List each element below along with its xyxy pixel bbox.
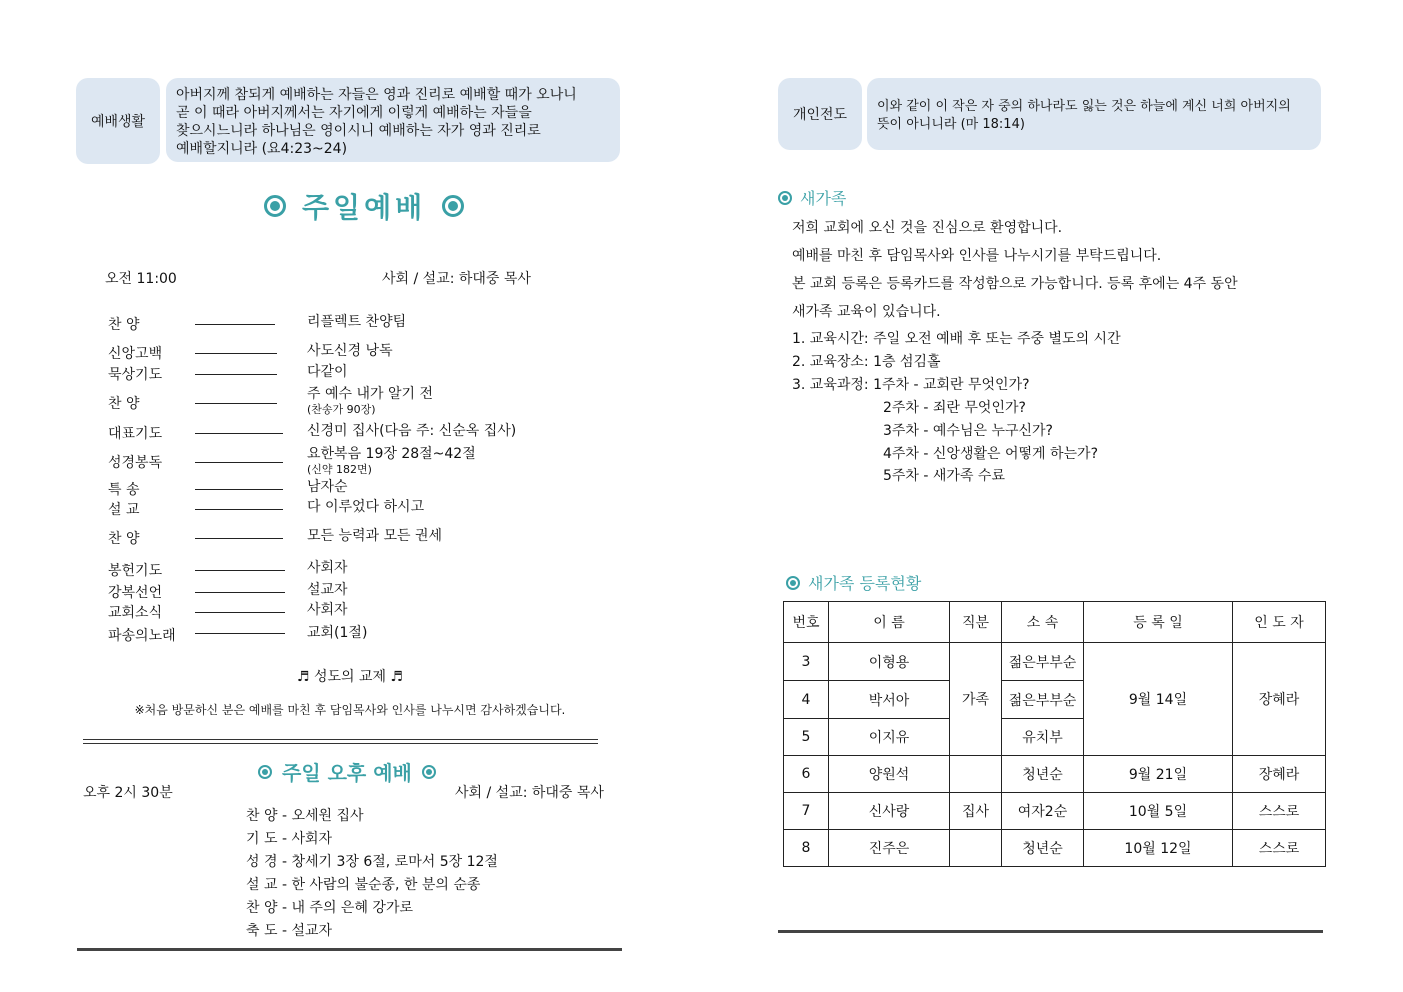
- table-cell: 신사랑: [829, 793, 950, 830]
- table-row: [784, 830, 1326, 867]
- pm-order-item: 찬 양 - 내 주의 은혜 강가로: [246, 900, 413, 916]
- order-divider: [195, 324, 275, 325]
- table-cell: 젊은부부순: [1002, 681, 1084, 719]
- order-value: 주 예수 내가 알기 전 (찬송가 90장): [307, 386, 433, 416]
- pm-order-item: 기 도 - 사회자: [246, 831, 333, 847]
- newfamily-line: 2. 교육장소: 1층 섬김홀: [792, 354, 941, 370]
- table-cell: 장혜라: [1233, 643, 1326, 756]
- order-divider: [195, 403, 277, 404]
- order-divider: [195, 374, 277, 375]
- table-cell: 9월 14일: [1084, 643, 1233, 756]
- quote-tag-left: 예배생활: [76, 78, 160, 164]
- order-divider: [195, 592, 285, 593]
- pm-service-time: 오후 2시 30분: [83, 785, 173, 801]
- service-title-text: 주일예배: [302, 191, 427, 224]
- table-cell: 가족: [950, 643, 1002, 756]
- order-divider: [195, 462, 283, 463]
- order-divider: [195, 433, 283, 434]
- order-divider: [195, 612, 285, 613]
- newfamily-line: 3주차 - 예수님은 누구신가?: [883, 423, 1053, 439]
- table-cell: 청년순: [1002, 830, 1084, 867]
- pm-order-item: 성 경 - 창세기 3장 6절, 로마서 5장 12절: [246, 854, 498, 870]
- newfamily-heading: [778, 186, 846, 209]
- quote-line: 이와 같이 이 작은 자 중의 하나라도 잃는 것은 하늘에 계신 너희 아버지의: [877, 99, 1291, 114]
- order-value: 설교자: [307, 582, 348, 598]
- table-row: [784, 756, 1326, 793]
- pm-service-title: [258, 757, 436, 786]
- table-cell: 진주은: [829, 830, 950, 867]
- table-cell: 9월 21일: [1084, 756, 1233, 793]
- quote-line: 찾으시느니라 하나님은 영이시니 예배하는 자가 영과 진리로: [176, 123, 541, 139]
- order-subnote: (신약 182면): [307, 463, 372, 476]
- registration-heading: [786, 571, 921, 594]
- order-divider: [195, 489, 283, 490]
- column-header: 직분: [950, 602, 1002, 643]
- table-cell: 집사: [950, 793, 1002, 830]
- pm-order-item: 설 교 - 한 사람의 불순종, 한 분의 순종: [246, 877, 481, 893]
- table-cell: 스스로: [1233, 793, 1326, 830]
- table-row: [784, 793, 1326, 830]
- newfamily-heading-text: 새가족: [800, 189, 847, 208]
- table-cell: 6: [784, 756, 829, 793]
- column-header: 등 록 일: [1084, 602, 1233, 643]
- order-label: 찬 양: [108, 317, 140, 333]
- table-cell: 유치부: [1002, 719, 1084, 756]
- order-label: 강복선언: [108, 585, 163, 601]
- order-divider: [195, 509, 283, 510]
- order-label: 성경봉독: [108, 455, 163, 471]
- pm-order-item: 축 도 - 설교자: [246, 923, 333, 939]
- table-cell: 청년순: [1002, 756, 1084, 793]
- order-label: 대표기도: [108, 426, 163, 442]
- newfamily-line: 본 교회 등록은 등록카드를 작성함으로 가능합니다. 등록 후에는 4주 동안: [792, 276, 1238, 292]
- quote-line: 예배할지니라 (요4:23~24): [176, 141, 348, 157]
- target-bullet-icon: [264, 195, 286, 217]
- order-label: 교회소식: [108, 605, 163, 621]
- quote-line: 뜻이 아니니라 (마 18:14): [877, 117, 1025, 132]
- newfamily-line: 5주차 - 새가족 수료: [883, 468, 1005, 484]
- pm-service-title-text: 주일 오후 예배: [282, 761, 412, 785]
- newfamily-line: 2주차 - 죄란 무엇인가?: [883, 400, 1026, 416]
- column-header: 소 속: [1002, 602, 1084, 643]
- table-header-row: [784, 602, 1326, 643]
- table-row: [784, 643, 1326, 681]
- table-cell: 박서아: [829, 681, 950, 719]
- order-divider: [195, 633, 285, 634]
- order-value: 사회자: [307, 602, 348, 618]
- order-value: 교회(1절): [307, 625, 368, 641]
- service-title: [264, 186, 464, 226]
- order-label: 찬 양: [108, 531, 140, 547]
- target-bullet-icon: [442, 195, 464, 217]
- target-bullet-icon: [786, 576, 800, 590]
- target-bullet-icon: [422, 765, 436, 779]
- quote-tag-right: 개인전도: [778, 78, 862, 150]
- registration-table: [783, 601, 1326, 867]
- order-value: 모든 능력과 모든 권세: [307, 528, 443, 544]
- service-leader: 사회 / 설교: 하대중 목사: [382, 271, 531, 287]
- pm-service-leader: 사회 / 설교: 하대중 목사: [455, 785, 604, 801]
- table-cell: 8: [784, 830, 829, 867]
- visitor-note: ※처음 방문하신 분은 예배를 마친 후 담임목사와 인사를 나누시면 감사하겠습니다.: [134, 703, 566, 717]
- table-cell: 젊은부부순: [1002, 643, 1084, 681]
- table-cell: 스스로: [1233, 830, 1326, 867]
- table-cell: 4: [784, 681, 829, 719]
- table-cell: 3: [784, 643, 829, 681]
- order-value: 신경미 집사(다음 주: 신순옥 집사): [307, 423, 517, 439]
- order-divider: [195, 538, 283, 539]
- quote-line: 아버지께 참되게 예배하는 자들은 영과 진리로 예배할 때가 오나니: [176, 87, 577, 103]
- table-cell: 장혜라: [1233, 756, 1326, 793]
- column-header: 인 도 자: [1233, 602, 1326, 643]
- table-cell: 여자2순: [1002, 793, 1084, 830]
- newfamily-line: 3. 교육과정: 1주차 - 교회란 무엇인가?: [792, 377, 1030, 393]
- table-cell: 7: [784, 793, 829, 830]
- fellowship-label: ♬ 성도의 교제 ♬: [296, 669, 404, 685]
- newfamily-line: 4주차 - 신앙생활은 어떻게 하는가?: [883, 446, 1099, 462]
- order-label: 특 송: [108, 482, 140, 498]
- table-cell: [950, 830, 1002, 867]
- order-divider: [195, 570, 285, 571]
- table-cell: [950, 756, 1002, 793]
- section-divider: [83, 739, 598, 744]
- order-label: 봉헌기도: [108, 563, 163, 579]
- registration-heading-text: 새가족 등록현황: [808, 574, 922, 593]
- order-label: 신앙고백: [108, 346, 163, 362]
- newfamily-line: 저희 교회에 오신 것을 진심으로 환영합니다.: [792, 220, 1063, 236]
- order-value: 다같이: [307, 364, 348, 380]
- column-header: 이 름: [829, 602, 950, 643]
- target-bullet-icon: [258, 765, 272, 779]
- table-cell: 이형용: [829, 643, 950, 681]
- order-label: 설 교: [108, 502, 140, 518]
- order-subnote: (찬송가 90장): [307, 403, 376, 416]
- order-value: 요한복음 19장 28절~42절 (신약 182면): [307, 446, 476, 476]
- quote-box-right: [867, 78, 1321, 150]
- service-time: 오전 11:00: [105, 271, 177, 287]
- table-cell: 양원석: [829, 756, 950, 793]
- page-bottom-rule: [778, 930, 1323, 933]
- order-value: 사도신경 낭독: [307, 343, 393, 359]
- quote-box-left: [166, 78, 620, 162]
- order-value: 남자순: [307, 479, 348, 495]
- order-value: 사회자: [307, 560, 348, 576]
- table-cell: 10월 5일: [1084, 793, 1233, 830]
- target-bullet-icon: [778, 191, 792, 205]
- page-bottom-rule: [77, 948, 622, 951]
- newfamily-line: 예배를 마친 후 담임목사와 인사를 나누시기를 부탁드립니다.: [792, 248, 1162, 264]
- pm-order-item: 찬 양 - 오세원 집사: [246, 808, 364, 824]
- newfamily-line: 1. 교육시간: 주일 오전 예배 후 또는 주중 별도의 시간: [792, 331, 1121, 347]
- table-cell: 10월 12일: [1084, 830, 1233, 867]
- newfamily-line: 새가족 교육이 있습니다.: [792, 304, 941, 320]
- column-header: 번호: [784, 602, 829, 643]
- order-label: 찬 양: [108, 396, 140, 412]
- order-label: 파송의노래: [108, 628, 176, 644]
- order-divider: [195, 353, 277, 354]
- order-value: 리플렉트 찬양팀: [307, 314, 407, 330]
- table-cell: 5: [784, 719, 829, 756]
- order-value: 다 이루었다 하시고: [307, 499, 425, 515]
- order-label: 묵상기도: [108, 367, 163, 383]
- table-cell: 이지유: [829, 719, 950, 756]
- quote-line: 곧 이 때라 아버지께서는 자기에게 이렇게 예배하는 자들을: [176, 105, 532, 121]
